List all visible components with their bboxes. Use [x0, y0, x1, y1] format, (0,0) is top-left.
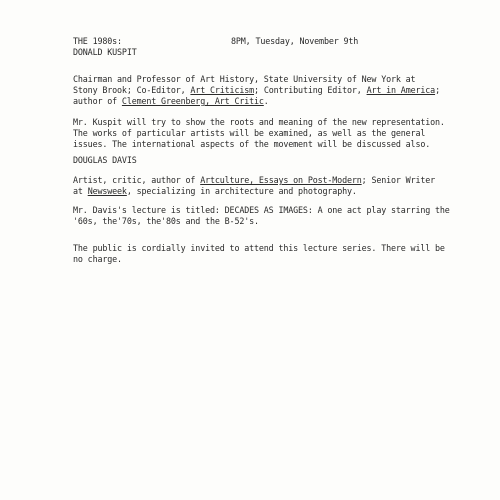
closing-line-2: no charge. [73, 254, 122, 264]
davis-bio-line-2: at Newsweek, specializing in architecture and photography. [73, 186, 357, 196]
closing-line-1: The public is cordially invited to attend this lecture series. There will be [73, 243, 445, 253]
kuspit-bio-line-2: Stony Brook; Co-Editor, Art Criticism; Contributing Editor, Art in America; [73, 85, 440, 95]
speaker-name-kuspit: DONALD KUSPIT [73, 47, 137, 57]
publication-newsweek: Newsweek [87, 186, 127, 196]
event-time: 8PM, Tuesday, November 9th [231, 36, 359, 46]
series-title: THE 1980s: [73, 36, 122, 46]
kuspit-talk-line-2: The works of particular artists will be examined, as well as the general [73, 128, 426, 138]
kuspit-talk-line-3: issues. The international aspects of the movement will be discussed also. [73, 139, 431, 149]
publication-art-in-america: Art in America [366, 85, 436, 95]
publication-art-criticism: Art Criticism [190, 85, 255, 95]
kuspit-bio-line-1: Chairman and Professor of Art History, State University of New York at [73, 74, 416, 84]
book-clement-greenberg: Clement Greenberg, Art Critic [121, 96, 264, 106]
davis-bio-line-1: Artist, critic, author of Artculture, Essays on Post-Modern; Senior Writer [73, 175, 436, 185]
kuspit-bio-line-3: author of Clement Greenberg, Art Critic. [73, 96, 269, 106]
speaker-name-davis: DOUGLAS DAVIS [73, 155, 137, 165]
davis-talk-line-1: Mr. Davis's lecture is titled: DECADES AS IMAGES: A one act play starring the [73, 205, 450, 215]
kuspit-talk-line-1: Mr. Kuspit will try to show the roots and meaning of the new representation. [73, 117, 445, 127]
davis-talk-line-2: '60s, the'70s, the'80s and the B-52's. [73, 216, 259, 226]
book-artculture: Artculture, Essays on Post-Modern [200, 175, 362, 185]
